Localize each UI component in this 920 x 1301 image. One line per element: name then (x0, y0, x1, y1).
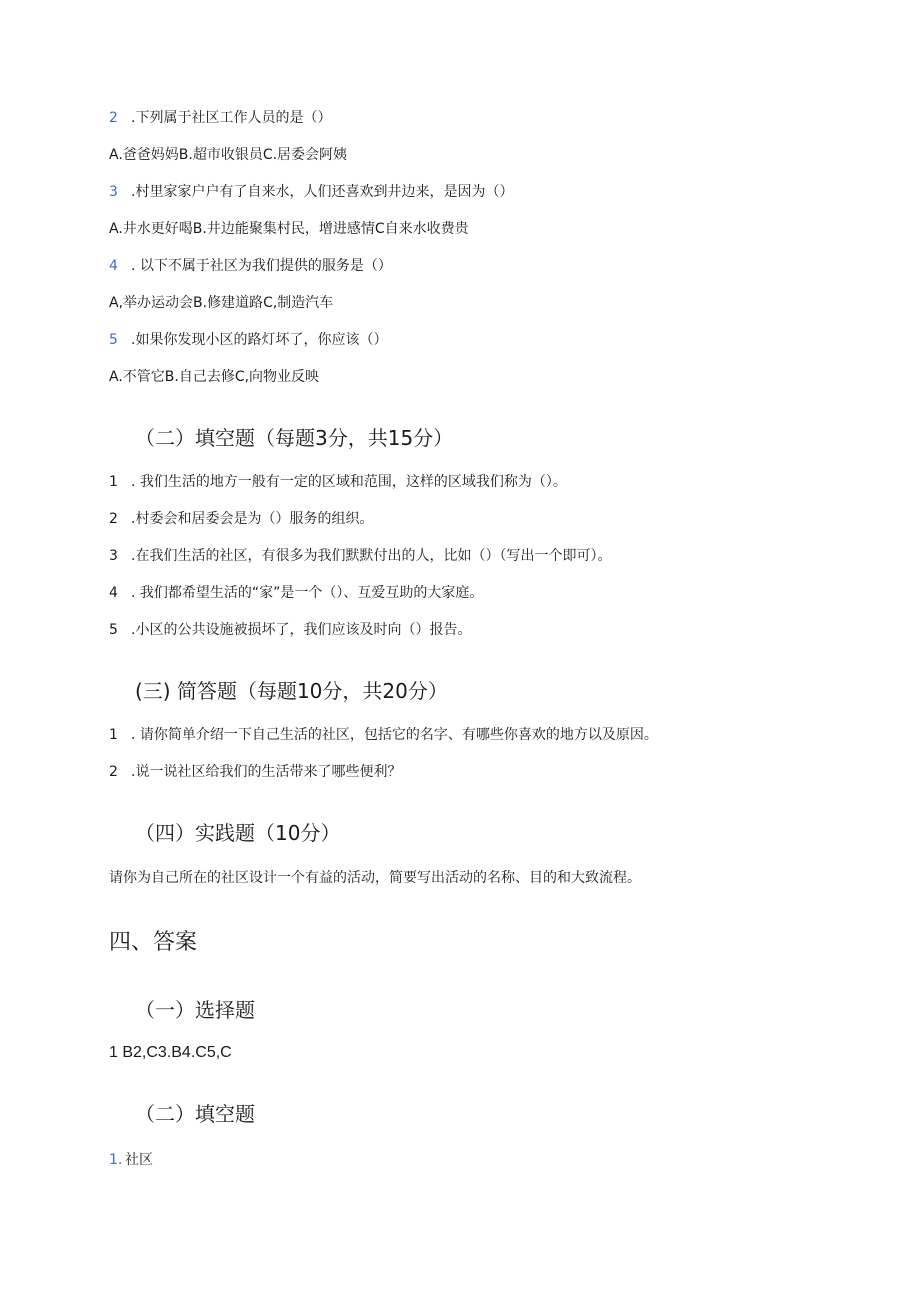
section-heading-short: (三) 简答题（每题10分，共20分） (135, 679, 448, 703)
question-number: 2 (109, 764, 118, 780)
question-text: .下列属于社区工作人员的是（） (131, 110, 332, 126)
question-text: .小区的公共设施被损坏了，我们应该及时向（）报告。 (131, 622, 472, 638)
question-5 (109, 330, 387, 350)
question-text: .说一说社区给我们的生活带来了哪些便利？ (131, 764, 402, 780)
options-2 (109, 145, 347, 165)
question-text: .村委会和居委会是为（）服务的组织。 (131, 511, 374, 527)
fill-question-2 (109, 509, 373, 529)
section-heading-fill: （二）填空题（每题3分，共15分） (135, 426, 454, 450)
question-number: 2 (109, 511, 118, 527)
question-number: 4 (109, 258, 118, 274)
question-number: 4 (109, 585, 118, 601)
options-text: A,举办运动会B.修建道路C,制造汽车 (109, 295, 334, 311)
question-number: 5 (109, 332, 118, 348)
question-number: 3 (109, 548, 118, 564)
fill-question-5 (109, 620, 471, 640)
question-text: .在我们生活的社区，有很多为我们默默付出的人，比如（）（写出一个即可）。 (131, 548, 612, 564)
short-question-2 (109, 762, 401, 782)
answers-fill-item-1 (109, 1150, 153, 1170)
practice-text: 请你为自己所在的社区设计一个有益的活动，简要写出活动的名称、目的和大致流程。 (109, 870, 641, 886)
question-number: 1 (109, 727, 118, 743)
options-text: A.爸爸妈妈B.超市收银员C.居委会阿姨 (109, 147, 348, 163)
question-text: . 我们都希望生活的“家”是一个（）、互爱互助的大家庭。 (131, 585, 484, 601)
question-number: 5 (109, 622, 118, 638)
answers-mc-line: 1 B2,C3.B4.C5,C (109, 1044, 232, 1061)
question-text: . 我们生活的地方一般有一定的区域和范围，这样的区域我们称为（）。 (131, 474, 567, 490)
options-text: A.井水更好喝B.井边能聚集村民，增进感情C自来水收费贵 (109, 221, 469, 237)
options-3 (109, 219, 469, 239)
question-number: 3 (109, 184, 118, 200)
question-text: .如果你发现小区的路灯坏了，你应该（） (131, 332, 388, 348)
section-heading-practice: （四）实践题（10分） (135, 821, 341, 845)
options-4 (109, 293, 333, 313)
question-number: 1 (109, 474, 118, 490)
question-text: . 请你简单介绍一下自己生活的社区，包括它的名字、有哪些你喜欢的地方以及原因。 (131, 727, 658, 743)
fill-question-4 (109, 583, 483, 603)
options-5 (109, 367, 319, 387)
fill-question-1 (109, 472, 567, 492)
question-2 (109, 108, 331, 128)
options-text: A.不管它B.自己去修C,向物业反映 (109, 369, 320, 385)
question-text: . 以下不属于社区为我们提供的服务是（） (131, 258, 392, 274)
answer-text: 社区 (125, 1152, 153, 1168)
answers-heading: 四、答案 (109, 930, 198, 955)
answers-mc-heading: （一）选择题 (135, 998, 255, 1022)
question-3 (109, 182, 513, 202)
question-number: 2 (109, 110, 118, 126)
question-4 (109, 256, 392, 276)
fill-question-3 (109, 546, 611, 566)
answer-number: 1. (109, 1152, 123, 1168)
question-text: .村里家家户户有了自来水，人们还喜欢到井边来，是因为（） (131, 184, 514, 200)
answers-fill-heading: （二）填空题 (135, 1102, 255, 1126)
short-question-1 (109, 725, 658, 745)
